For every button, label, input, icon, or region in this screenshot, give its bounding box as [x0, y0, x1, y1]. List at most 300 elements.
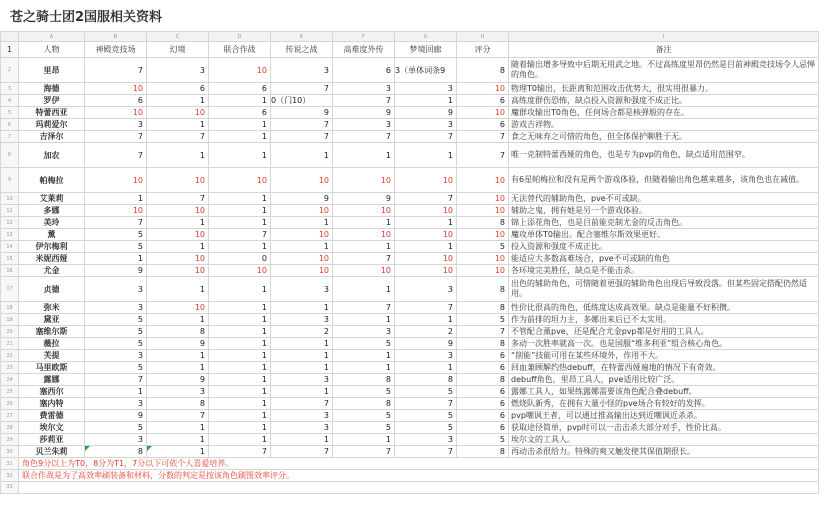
score-cell[interactable]: 1 — [395, 217, 457, 229]
score-cell[interactable]: 3 — [395, 434, 457, 446]
data-table — [0, 31, 819, 494]
score-cell[interactable]: 10 — [271, 253, 333, 265]
note-cell[interactable]: 燃烧队新秀，在拥有大量小怪的pve场合有较好的发挥。 — [509, 398, 819, 410]
score-cell[interactable]: 10 — [85, 168, 147, 193]
score-cell[interactable]: 1 — [209, 217, 271, 229]
row-number: 6 — [1, 119, 19, 131]
score-cell[interactable]: 5 — [457, 314, 509, 326]
note-cell[interactable]: “削能”技能可用在某些环境外，作用不大。 — [509, 350, 819, 362]
score-cell[interactable]: 1 — [333, 277, 395, 302]
score-cell[interactable]: 10 — [271, 168, 333, 193]
score-cell[interactable]: 9 — [147, 374, 209, 386]
score-cell[interactable]: 1 — [271, 302, 333, 314]
score-cell[interactable]: 3 — [85, 350, 147, 362]
score-cell[interactable]: 7 — [85, 131, 147, 143]
score-cell[interactable]: 1 — [333, 434, 395, 446]
note-cell[interactable]: pvp嘲讽王者，可以通过推高输出达到近嘲讽近杀杀。 — [509, 410, 819, 422]
character-name-cell[interactable]: 埃尔文 — [19, 422, 85, 434]
row-number: 27 — [1, 410, 19, 422]
column-letter[interactable]: H — [457, 32, 509, 42]
score-cell[interactable]: 6 — [457, 95, 509, 107]
score-cell[interactable]: 1 — [209, 326, 271, 338]
score-cell[interactable]: 6 — [457, 410, 509, 422]
score-cell[interactable]: 7 — [333, 253, 395, 265]
score-cell[interactable]: 1 — [147, 241, 209, 253]
note-cell[interactable]: 魔攻单体T0输出。配合塞维尔斯效果更好。 — [509, 229, 819, 241]
score-cell[interactable]: 3 — [333, 83, 395, 95]
footer-note[interactable] — [19, 482, 819, 494]
score-cell[interactable]: 10 — [209, 265, 271, 277]
score-cell[interactable]: 8 — [147, 326, 209, 338]
score-cell[interactable]: 7 — [333, 446, 395, 458]
score-cell[interactable]: 3 — [333, 326, 395, 338]
note-cell[interactable]: 回血兼顾解约热debuff，在特蕾西娅遍地的情况下有奇效。 — [509, 362, 819, 374]
score-cell[interactable]: 3 — [85, 434, 147, 446]
score-cell[interactable]: 1 — [209, 398, 271, 410]
score-cell[interactable]: 10 — [147, 229, 209, 241]
score-cell[interactable]: 7 — [395, 302, 457, 314]
score-cell[interactable]: 10 — [271, 265, 333, 277]
score-cell[interactable]: 5 — [85, 229, 147, 241]
note-cell[interactable]: 各环境完美胜任，缺点是不能击杀。 — [509, 265, 819, 277]
score-cell[interactable]: 10 — [85, 83, 147, 95]
score-cell[interactable]: 10 — [333, 205, 395, 217]
score-cell[interactable]: 1 — [271, 241, 333, 253]
score-cell[interactable]: 10 — [85, 107, 147, 119]
score-cell[interactable]: 10 — [457, 205, 509, 217]
score-cell[interactable]: 5 — [85, 326, 147, 338]
note-cell[interactable]: 作为前排的坦力主，多娜出来后已不太实用。 — [509, 314, 819, 326]
score-cell[interactable]: 7 — [333, 302, 395, 314]
note-cell[interactable]: 再动击杀很给力。特殊的爽又触发使其保值期很长。 — [509, 446, 819, 458]
score-cell[interactable]: 10 — [147, 205, 209, 217]
score-cell[interactable]: 7 — [147, 193, 209, 205]
score-cell[interactable]: 3 — [271, 422, 333, 434]
score-cell[interactable]: 10 — [457, 107, 509, 119]
score-cell[interactable]: 3 — [147, 58, 209, 83]
score-cell[interactable]: 1 — [271, 338, 333, 350]
row-number: 19 — [1, 314, 19, 326]
character-name-cell[interactable]: 里昂 — [19, 58, 85, 83]
score-cell[interactable]: 1 — [395, 314, 457, 326]
score-cell[interactable]: 1 — [147, 277, 209, 302]
score-cell[interactable]: 10 — [395, 205, 457, 217]
column-letter[interactable]: E — [271, 32, 333, 42]
character-name-cell[interactable]: 塞维尔斯 — [19, 326, 85, 338]
score-cell[interactable]: 7 — [271, 131, 333, 143]
character-name-cell[interactable]: 伊尔梅利 — [19, 241, 85, 253]
score-cell[interactable]: 5 — [85, 338, 147, 350]
score-cell[interactable]: 9 — [147, 338, 209, 350]
score-cell[interactable]: 8 — [457, 58, 509, 83]
character-name-cell[interactable]: 薇拉 — [19, 338, 85, 350]
score-cell[interactable]: 1 — [85, 386, 147, 398]
row-number: 13 — [1, 229, 19, 241]
note-cell[interactable]: 不管配合薰pve，还是配合尤金pvp都是好用的工具人。 — [509, 326, 819, 338]
score-cell[interactable]: 7 — [85, 143, 147, 168]
footer-note[interactable]: 角色9分以上为T0，8分为T1，7分以下可依个人喜爱培养。 — [19, 458, 819, 470]
score-cell[interactable]: 3 — [85, 398, 147, 410]
score-cell[interactable]: 1 — [333, 217, 395, 229]
score-cell[interactable]: 3 — [85, 119, 147, 131]
note-cell[interactable]: 多动一次胜率就高一次。也是国服“维多利亚”组合核心角色。 — [509, 338, 819, 350]
corner-cell — [1, 32, 19, 42]
score-cell[interactable]: 9 — [85, 265, 147, 277]
score-cell[interactable]: 1 — [271, 362, 333, 374]
score-cell[interactable]: 1 — [209, 410, 271, 422]
character-name-cell[interactable]: 帕梅拉 — [19, 168, 85, 193]
score-cell[interactable]: 1 — [209, 302, 271, 314]
score-cell[interactable]: 7 — [209, 446, 271, 458]
score-cell[interactable]: 10 — [457, 265, 509, 277]
note-cell[interactable]: debuff角色，里昂工具人，pve适用比较广泛。 — [509, 374, 819, 386]
score-cell[interactable]: 1 — [209, 434, 271, 446]
score-cell[interactable]: 1 — [209, 422, 271, 434]
score-cell[interactable]: 8 — [457, 446, 509, 458]
score-cell[interactable]: 7 — [395, 193, 457, 205]
score-cell[interactable]: 5 — [395, 386, 457, 398]
score-cell[interactable]: 1 — [209, 277, 271, 302]
score-cell[interactable]: 5 — [85, 422, 147, 434]
score-cell[interactable]: 10 — [333, 265, 395, 277]
character-name-cell[interactable]: 塞内特 — [19, 398, 85, 410]
score-cell[interactable]: 5 — [333, 338, 395, 350]
score-cell[interactable]: 10 — [457, 168, 509, 193]
character-name-cell[interactable]: 莎莉亚 — [19, 434, 85, 446]
score-cell[interactable]: 10 — [457, 253, 509, 265]
score-cell[interactable]: 6 — [457, 119, 509, 131]
score-cell[interactable]: 1 — [395, 362, 457, 374]
score-cell[interactable]: 9 — [333, 193, 395, 205]
score-cell[interactable]: 6 — [85, 95, 147, 107]
score-cell[interactable]: 6 — [209, 83, 271, 95]
score-cell[interactable]: 7 — [395, 131, 457, 143]
score-cell[interactable]: 7 — [271, 119, 333, 131]
score-cell[interactable]: 10 — [271, 229, 333, 241]
score-cell[interactable]: 1 — [85, 193, 147, 205]
row-number: 17 — [1, 277, 19, 302]
score-cell[interactable]: 1 — [271, 434, 333, 446]
score-cell[interactable]: 9 — [271, 193, 333, 205]
score-cell[interactable]: 7 — [395, 398, 457, 410]
score-cell[interactable]: 3 — [395, 350, 457, 362]
footer-note[interactable]: 联合作战是为了高效率刷装备和材料，分数的判定是按该角色刷图效率评分。 — [19, 470, 819, 482]
note-cell[interactable]: 获取途径简单，pvp时可以一击击杀大部分对手，性价比高。 — [509, 422, 819, 434]
score-cell[interactable]: 1 — [209, 374, 271, 386]
score-cell[interactable]: 5 — [333, 410, 395, 422]
score-cell[interactable]: 1 — [209, 314, 271, 326]
character-name-cell[interactable]: 芙提 — [19, 350, 85, 362]
score-cell[interactable]: 3 — [271, 374, 333, 386]
score-cell[interactable]: 10 — [147, 302, 209, 314]
note-cell[interactable]: 高练度群伤恐怖，缺点投入资源和强度不成正比。 — [509, 95, 819, 107]
score-cell[interactable]: 2 — [395, 326, 457, 338]
table-row — [1, 107, 819, 119]
score-cell[interactable]: 5 — [85, 314, 147, 326]
score-cell[interactable]: 1 — [209, 350, 271, 362]
note-cell[interactable]: 无法替代的辅助角色，pve不可或缺。 — [509, 193, 819, 205]
score-cell[interactable]: 0 — [209, 253, 271, 265]
score-cell[interactable]: 7 — [85, 58, 147, 83]
note-cell[interactable]: 埃尔文的工具人。 — [509, 434, 819, 446]
score-cell[interactable]: 1 — [209, 338, 271, 350]
score-cell[interactable]: 9 — [395, 338, 457, 350]
header-cell[interactable]: 联合作战 — [209, 42, 271, 58]
header-cell[interactable]: 神殿竞技场 — [85, 42, 147, 58]
score-cell[interactable]: 2 — [271, 326, 333, 338]
header-row — [1, 42, 819, 58]
score-cell[interactable]: 5 — [85, 241, 147, 253]
score-cell[interactable]: 6 — [457, 350, 509, 362]
score-cell[interactable]: 1 — [271, 350, 333, 362]
row-number: 24 — [1, 374, 19, 386]
score-cell[interactable]: 1 — [209, 241, 271, 253]
score-cell[interactable]: 1 — [147, 446, 209, 458]
note-cell[interactable]: 魔群攻输出T0角色，任何场合都是核弹般的存在。 — [509, 107, 819, 119]
score-cell[interactable]: 10 — [395, 253, 457, 265]
score-cell[interactable]: 5 — [333, 386, 395, 398]
note-cell[interactable]: 唯一克制特蕾西娅的角色，也是专为pvp的角色，缺点适用范围窄。 — [509, 143, 819, 168]
score-cell[interactable]: 1 — [147, 119, 209, 131]
character-name-cell[interactable]: 吉泽尔 — [19, 131, 85, 143]
score-cell[interactable]: 7 — [85, 217, 147, 229]
score-cell[interactable]: 1 — [209, 362, 271, 374]
score-cell[interactable]: 1 — [209, 193, 271, 205]
note-cell[interactable]: 有6星帕梅拉和没有是两个游戏体验，但随着输出角色越来越多，该角色也在减值。 — [509, 168, 819, 193]
score-cell[interactable]: 1 — [271, 386, 333, 398]
row-number: 26 — [1, 398, 19, 410]
character-name-cell[interactable]: 特蕾西亚 — [19, 107, 85, 119]
character-name-cell[interactable]: 塞西尔 — [19, 386, 85, 398]
score-cell[interactable]: 10 — [147, 107, 209, 119]
header-cell[interactable]: 备注 — [509, 42, 819, 58]
score-cell[interactable]: 10 — [271, 205, 333, 217]
score-cell[interactable]: 8 — [147, 398, 209, 410]
score-cell[interactable]: 5 — [333, 422, 395, 434]
score-cell[interactable]: 3（单体词条9 — [395, 58, 457, 83]
score-cell[interactable]: 10 — [209, 58, 271, 83]
score-cell[interactable]: 10 — [395, 168, 457, 193]
score-cell[interactable]: 8 — [333, 374, 395, 386]
row-number: 2 — [1, 58, 19, 83]
score-cell[interactable]: 1 — [333, 362, 395, 374]
score-cell[interactable]: 8 — [395, 374, 457, 386]
character-name-cell[interactable]: 海德 — [19, 83, 85, 95]
score-cell[interactable]: 7 — [457, 326, 509, 338]
note-cell[interactable]: 游戏吉祥物。 — [509, 119, 819, 131]
score-cell[interactable]: 7 — [271, 398, 333, 410]
score-cell[interactable]: 10 — [395, 229, 457, 241]
score-cell[interactable]: 1 — [147, 422, 209, 434]
score-cell[interactable]: 7 — [457, 143, 509, 168]
table-row — [1, 410, 819, 422]
score-cell[interactable]: 10 — [85, 205, 147, 217]
score-cell[interactable]: 8 — [85, 446, 147, 458]
score-cell[interactable]: 1 — [147, 362, 209, 374]
character-name-cell[interactable]: 贝兰朱莉 — [19, 446, 85, 458]
column-letter[interactable]: I — [509, 32, 819, 42]
score-cell[interactable]: 10 — [147, 168, 209, 193]
note-cell[interactable]: 物理T0输出，长距离和范围攻击优势大，很实用很暴力。 — [509, 83, 819, 95]
column-letter[interactable]: A — [19, 32, 85, 42]
score-cell[interactable]: 1 — [147, 350, 209, 362]
score-cell[interactable]: 10 — [209, 168, 271, 193]
header-cell[interactable]: 高难度外传 — [333, 42, 395, 58]
score-cell[interactable]: 6 — [147, 83, 209, 95]
character-name-cell[interactable]: 贞德 — [19, 277, 85, 302]
score-cell[interactable]: 3 — [271, 314, 333, 326]
score-cell[interactable]: 1 — [85, 253, 147, 265]
score-cell[interactable]: 7 — [333, 131, 395, 143]
table-row — [1, 119, 819, 131]
score-cell[interactable]: 1 — [333, 350, 395, 362]
character-name-cell[interactable]: 米妮西娅 — [19, 253, 85, 265]
score-cell[interactable]: 1 — [333, 143, 395, 168]
score-cell[interactable]: 3 — [147, 386, 209, 398]
score-cell[interactable]: 7 — [271, 446, 333, 458]
score-cell[interactable]: 1 — [209, 119, 271, 131]
score-cell[interactable]: 3 — [395, 119, 457, 131]
score-cell[interactable]: 3 — [333, 119, 395, 131]
score-cell[interactable]: 1 — [395, 143, 457, 168]
note-cell[interactable]: 随着输出增多导致中后期无用武之地。不过高练度里昂仍然是目前神殿竞技场令人忌惮的角色。 — [509, 58, 819, 83]
character-name-cell[interactable]: 黛亚 — [19, 314, 85, 326]
character-name-cell[interactable]: 美玲 — [19, 217, 85, 229]
header-cell[interactable]: 传说之战 — [271, 42, 333, 58]
header-cell[interactable]: 幻境 — [147, 42, 209, 58]
score-cell[interactable]: 3 — [271, 58, 333, 83]
score-cell[interactable]: 10 — [457, 193, 509, 205]
score-cell[interactable]: 5 — [85, 362, 147, 374]
note-cell[interactable]: 辅助之鬼，拥有她是另一个游戏体验。 — [509, 205, 819, 217]
score-cell[interactable]: 6 — [457, 386, 509, 398]
score-cell[interactable]: 1 — [147, 434, 209, 446]
note-cell[interactable]: 食之无味弃之可惜的角色，但全体保护聊胜于无。 — [509, 131, 819, 143]
column-letter[interactable]: B — [85, 32, 147, 42]
score-cell[interactable]: 1 — [395, 241, 457, 253]
character-name-cell[interactable]: 多娜 — [19, 205, 85, 217]
note-cell[interactable]: 能适应大多数高难场合，pve不可或缺的角色 — [509, 253, 819, 265]
character-name-cell[interactable]: 罗伊 — [19, 95, 85, 107]
score-cell[interactable]: 6 — [333, 58, 395, 83]
score-cell[interactable]: 1 — [147, 217, 209, 229]
score-cell[interactable]: 1 — [271, 217, 333, 229]
note-cell[interactable]: 出色的辅助角色，可惜随着更强的辅助角色出现后导致没落。但某些固定搭配仍然适用。 — [509, 277, 819, 302]
score-cell[interactable]: 3 — [395, 277, 457, 302]
character-name-cell[interactable]: 马里欧斯 — [19, 362, 85, 374]
score-cell[interactable]: 1 — [209, 205, 271, 217]
score-cell[interactable]: 8 — [457, 302, 509, 314]
score-cell[interactable]: 3 — [85, 277, 147, 302]
score-cell[interactable]: 5 — [457, 434, 509, 446]
header-cell[interactable]: 梦境回廊 — [395, 42, 457, 58]
score-cell[interactable]: 6 — [209, 107, 271, 119]
score-cell[interactable]: 6 — [457, 362, 509, 374]
score-cell[interactable]: 1 — [209, 386, 271, 398]
header-cell[interactable]: 人物 — [19, 42, 85, 58]
score-cell[interactable]: 10 — [147, 253, 209, 265]
score-cell[interactable]: 1 — [395, 95, 457, 107]
character-name-cell[interactable]: 尤金 — [19, 265, 85, 277]
row-number: 31 — [1, 458, 19, 470]
note-cell[interactable]: 锦上添花角色，也是目前能克制尤金的反击角色。 — [509, 217, 819, 229]
score-cell[interactable]: 8 — [457, 374, 509, 386]
table-row — [1, 253, 819, 265]
character-name-cell[interactable]: 费雷德 — [19, 410, 85, 422]
score-cell[interactable]: 7 — [395, 446, 457, 458]
row-number: 29 — [1, 434, 19, 446]
score-cell[interactable]: 7 — [457, 131, 509, 143]
note-cell[interactable]: 投入资源和强度不成正比。 — [509, 241, 819, 253]
header-cell[interactable]: 评分 — [457, 42, 509, 58]
score-cell[interactable]: 7 — [147, 131, 209, 143]
score-cell[interactable]: 3 — [271, 277, 333, 302]
score-cell[interactable]: 1 — [147, 95, 209, 107]
score-cell[interactable]: 3 — [85, 302, 147, 314]
score-cell[interactable]: 1 — [209, 143, 271, 168]
score-cell[interactable]: 8 — [457, 338, 509, 350]
score-cell[interactable]: 5 — [395, 422, 457, 434]
column-letter[interactable]: F — [333, 32, 395, 42]
score-cell[interactable]: 9 — [85, 410, 147, 422]
note-cell[interactable]: 性价比很高的角色，低练度达成高效果。缺点是能量不好积攒。 — [509, 302, 819, 314]
note-cell[interactable]: 露娜工具人，如果练露娜需要该角色配合叠debuff。 — [509, 386, 819, 398]
score-cell[interactable]: 1 — [271, 143, 333, 168]
character-name-cell[interactable]: 薰 — [19, 229, 85, 241]
score-cell[interactable]: 10 — [457, 83, 509, 95]
score-cell[interactable]: 8 — [333, 398, 395, 410]
score-cell[interactable]: 1 — [333, 314, 395, 326]
table-row — [1, 302, 819, 314]
character-name-cell[interactable]: 艾莱莉 — [19, 193, 85, 205]
character-name-cell[interactable]: 弥米 — [19, 302, 85, 314]
score-cell[interactable]: 6 — [457, 398, 509, 410]
score-cell[interactable]: 0（门10） — [271, 95, 333, 107]
score-cell[interactable]: 7 — [271, 83, 333, 95]
score-cell[interactable]: 3 — [395, 83, 457, 95]
score-cell[interactable]: 7 — [147, 410, 209, 422]
score-cell[interactable]: 3 — [271, 410, 333, 422]
column-letter[interactable]: C — [147, 32, 209, 42]
score-cell[interactable]: 1 — [209, 95, 271, 107]
score-cell[interactable]: 5 — [457, 241, 509, 253]
character-name-cell[interactable]: 露娜 — [19, 374, 85, 386]
score-cell[interactable]: 6 — [457, 422, 509, 434]
score-cell[interactable]: 9 — [395, 107, 457, 119]
score-cell[interactable]: 10 — [333, 168, 395, 193]
score-cell[interactable]: 1 — [333, 241, 395, 253]
score-cell[interactable]: 10 — [395, 265, 457, 277]
score-cell[interactable]: 8 — [457, 217, 509, 229]
score-cell[interactable]: 10 — [333, 229, 395, 241]
score-cell[interactable]: 10 — [457, 229, 509, 241]
score-cell[interactable]: 9 — [271, 107, 333, 119]
score-cell[interactable]: 1 — [147, 314, 209, 326]
column-letter[interactable]: G — [395, 32, 457, 42]
score-cell[interactable]: 7 — [209, 229, 271, 241]
score-cell[interactable]: 9 — [333, 107, 395, 119]
score-cell[interactable]: 7 — [85, 374, 147, 386]
score-cell[interactable]: 5 — [395, 410, 457, 422]
score-cell[interactable]: 1 — [209, 131, 271, 143]
score-cell[interactable]: 8 — [457, 277, 509, 302]
score-cell[interactable]: 7 — [333, 95, 395, 107]
column-letter[interactable]: D — [209, 32, 271, 42]
character-name-cell[interactable]: 加农 — [19, 143, 85, 168]
score-cell[interactable]: 1 — [147, 143, 209, 168]
character-name-cell[interactable]: 玛莉爱尔 — [19, 119, 85, 131]
score-cell[interactable]: 10 — [147, 265, 209, 277]
